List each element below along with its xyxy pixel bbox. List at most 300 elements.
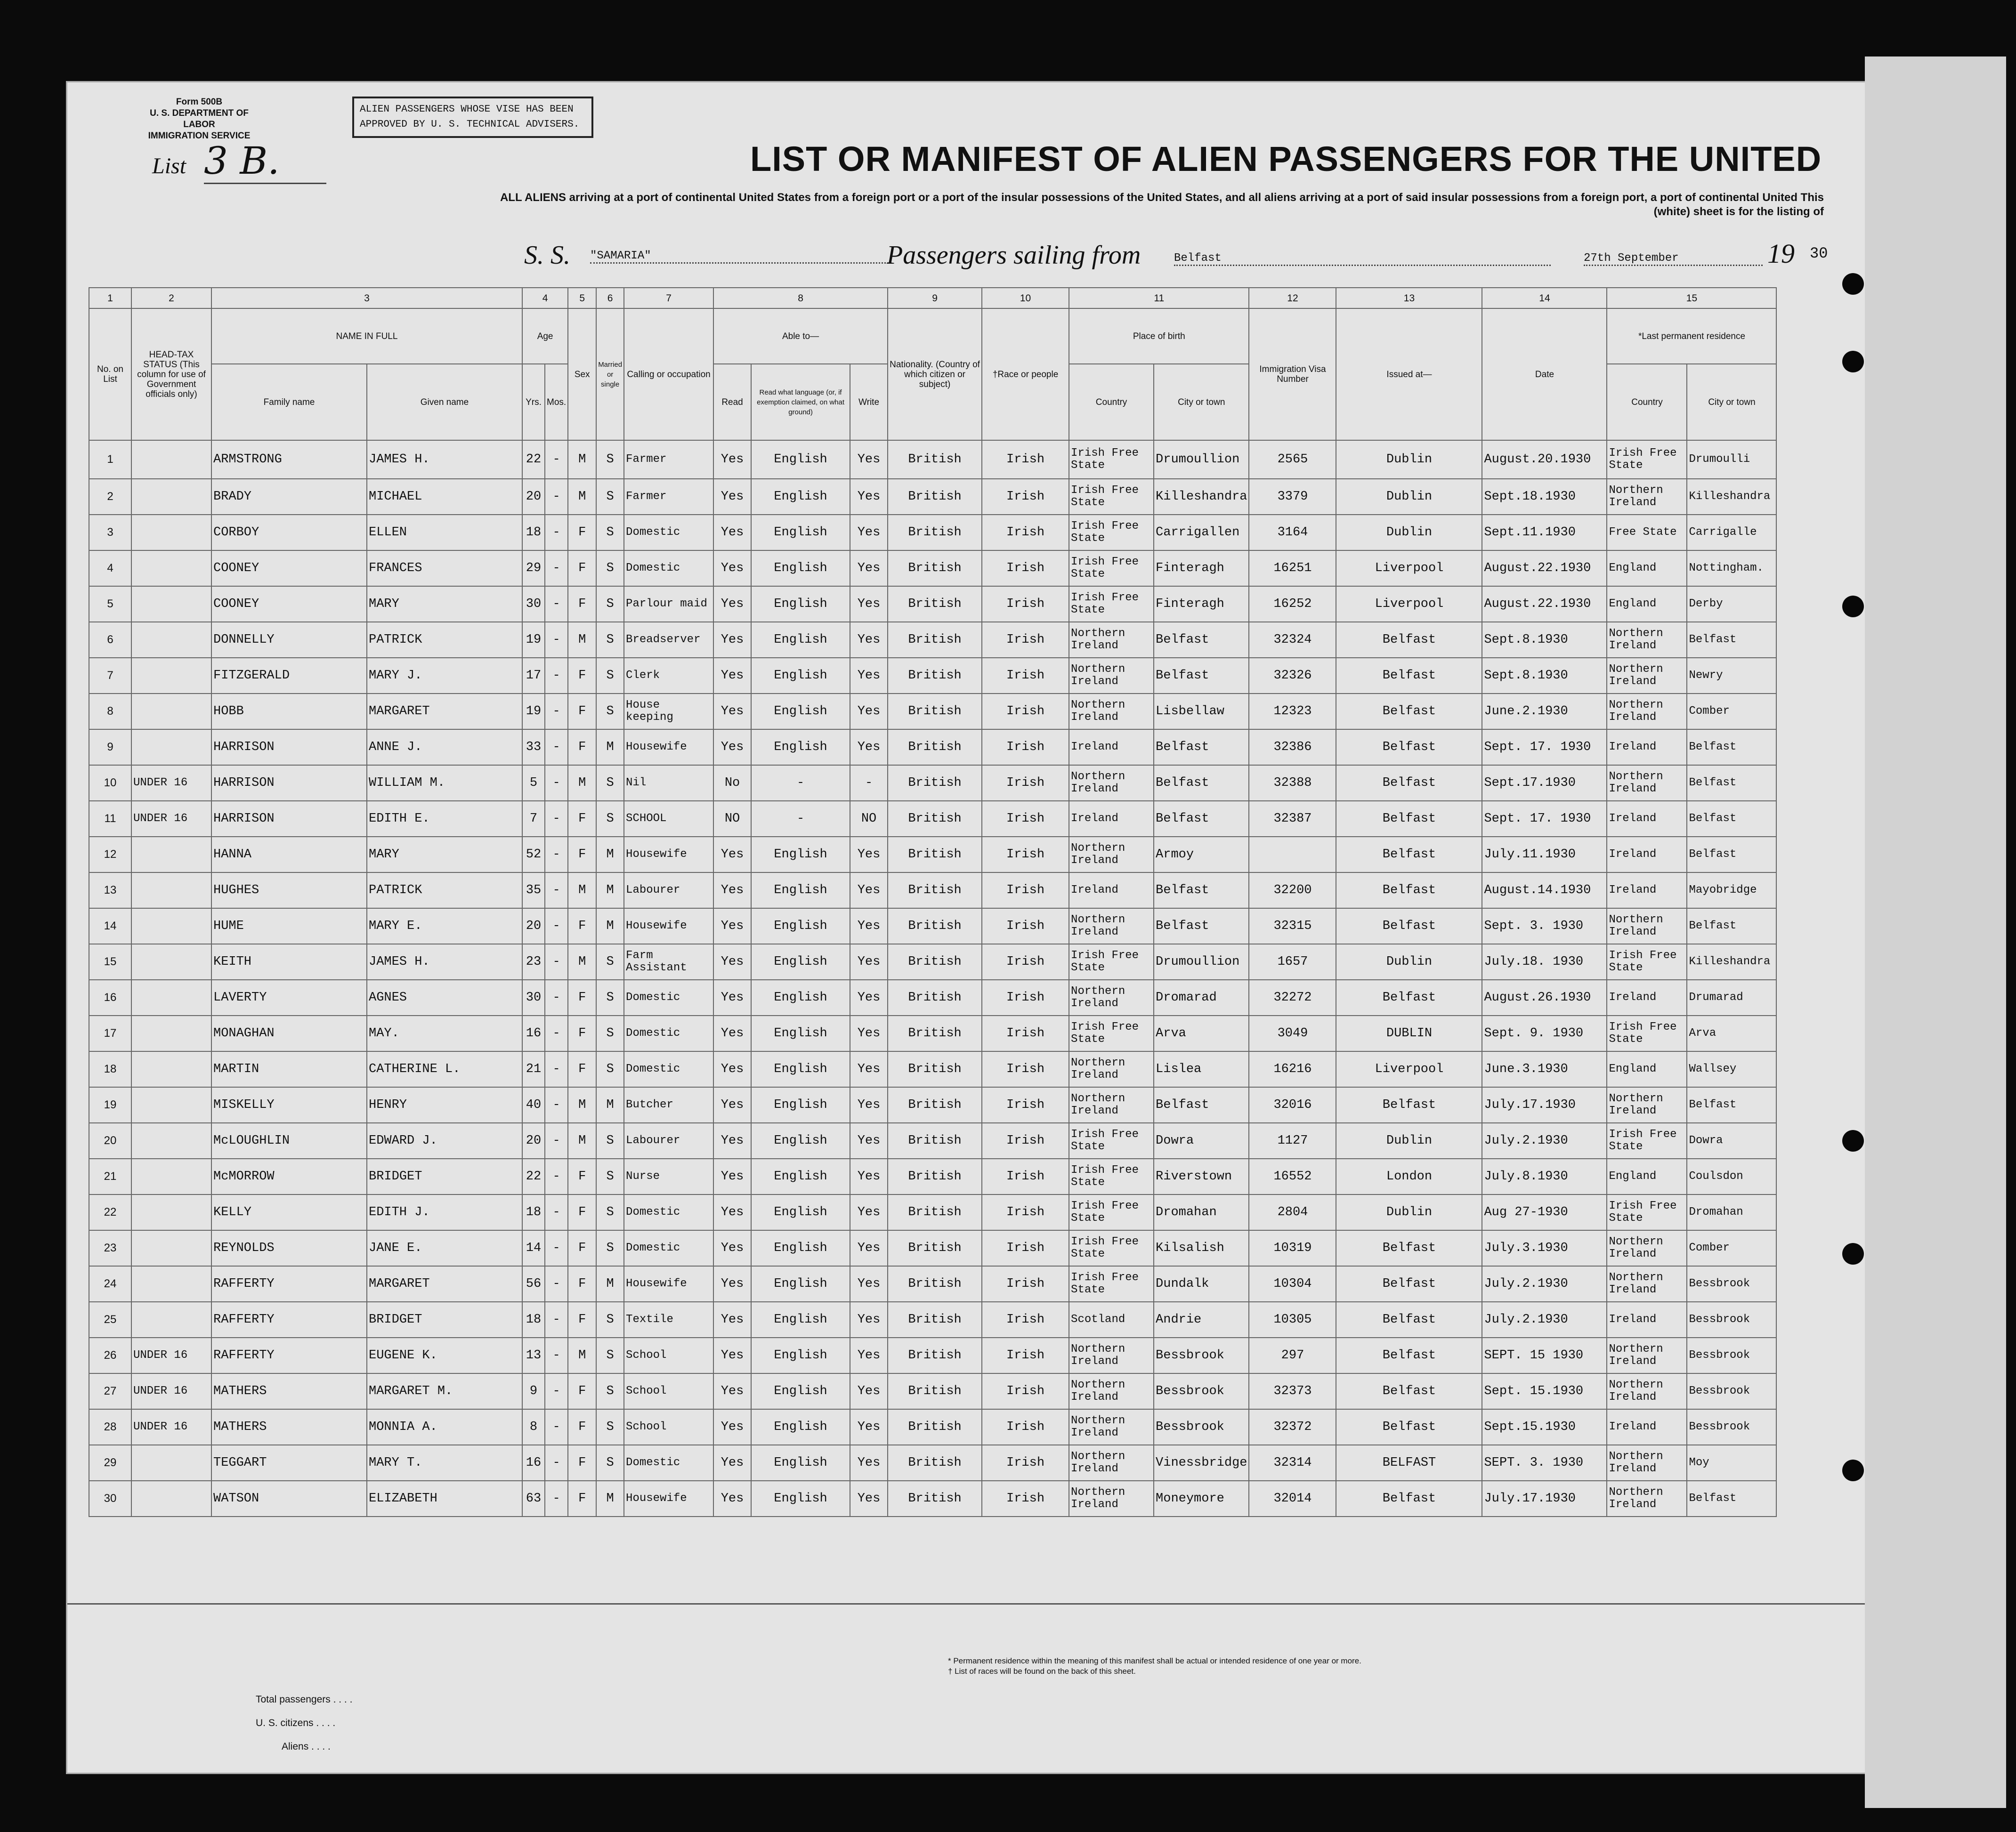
visa-date: July.2.1930: [1482, 1302, 1607, 1338]
given-name: MICHAEL: [367, 479, 522, 515]
residence-city: Dowra: [1687, 1123, 1776, 1159]
race: Irish: [982, 586, 1069, 622]
punch-hole: [1842, 273, 1864, 295]
sex: M: [568, 1087, 596, 1123]
head-tax-status: [131, 1481, 211, 1517]
marital-status: S: [596, 765, 624, 801]
passenger-rows: [89, 440, 1776, 1517]
header-sex: Sex: [568, 308, 596, 440]
nationality: British: [888, 1194, 982, 1230]
visa-number: 10304: [1249, 1266, 1336, 1302]
birth-country: Northern Ireland: [1069, 1445, 1154, 1481]
col-number: 12: [1249, 288, 1336, 308]
year-suffix: 30: [1810, 245, 1828, 262]
age-years: 18: [522, 1194, 545, 1230]
visa-date: July.2.1930: [1482, 1266, 1607, 1302]
nationality: British: [888, 1481, 982, 1517]
us-citizens-label: U. S. citizens . . . .: [256, 1718, 336, 1728]
col-number: 6: [596, 288, 624, 308]
can-read: Yes: [713, 908, 751, 944]
row-number: 25: [89, 1302, 131, 1338]
nationality: British: [888, 694, 982, 729]
header-read-language: Read what language (or, if exemption claimed, on what ground): [751, 364, 850, 440]
passenger-row: [89, 1159, 1776, 1194]
age-months: -: [545, 1087, 568, 1123]
passenger-row: [89, 658, 1776, 694]
residence-city: Comber: [1687, 694, 1776, 729]
visa-number: 16216: [1249, 1051, 1336, 1087]
nationality: British: [888, 479, 982, 515]
birth-city: Belfast: [1154, 622, 1249, 658]
sex: F: [568, 980, 596, 1016]
header-given-name: Given name: [367, 364, 522, 440]
visa-number: 32388: [1249, 765, 1336, 801]
age-months: -: [545, 944, 568, 980]
read-language: English: [751, 1230, 850, 1266]
head-tax-status: UNDER 16: [131, 801, 211, 837]
birth-country: Ireland: [1069, 872, 1154, 908]
head-tax-status: [131, 872, 211, 908]
passenger-row: [89, 980, 1776, 1016]
nationality: British: [888, 1159, 982, 1194]
visa-number: 10305: [1249, 1302, 1336, 1338]
visa-number: 32200: [1249, 872, 1336, 908]
adjacent-sheet-edge: [1865, 56, 2006, 1808]
visa-number: 2565: [1249, 440, 1336, 479]
age-years: 7: [522, 801, 545, 837]
visa-date: August.22.1930: [1482, 550, 1607, 586]
can-write: Yes: [850, 479, 888, 515]
given-name: MARY J.: [367, 658, 522, 694]
family-name: HANNA: [211, 837, 367, 872]
read-language: English: [751, 586, 850, 622]
residence-country: Ireland: [1607, 980, 1687, 1016]
birth-city: Belfast: [1154, 872, 1249, 908]
family-name: McMORROW: [211, 1159, 367, 1194]
visa-number: 12323: [1249, 694, 1336, 729]
sex: F: [568, 1481, 596, 1517]
head-tax-status: [131, 515, 211, 550]
nationality: British: [888, 872, 982, 908]
occupation: Textile: [624, 1302, 713, 1338]
form-info: [138, 97, 260, 142]
read-language: English: [751, 440, 850, 479]
age-years: 29: [522, 550, 545, 586]
read-language: English: [751, 658, 850, 694]
can-write: Yes: [850, 729, 888, 765]
visa-number: 16251: [1249, 550, 1336, 586]
read-language: English: [751, 694, 850, 729]
passenger-row: [89, 1338, 1776, 1373]
can-read: Yes: [713, 440, 751, 479]
row-number: 24: [89, 1266, 131, 1302]
birth-city: Belfast: [1154, 1087, 1249, 1123]
given-name: PATRICK: [367, 622, 522, 658]
nationality: British: [888, 980, 982, 1016]
sex: F: [568, 694, 596, 729]
birth-city: Armoy: [1154, 837, 1249, 872]
marital-status: M: [596, 1087, 624, 1123]
col-number: 11: [1069, 288, 1249, 308]
issued-at: Belfast: [1336, 1481, 1482, 1517]
residence-country: Irish Free State: [1607, 944, 1687, 980]
head-tax-status: [131, 1123, 211, 1159]
can-read: Yes: [713, 980, 751, 1016]
sex: F: [568, 1266, 596, 1302]
occupation: Farmer: [624, 440, 713, 479]
visa-date: August.26.1930: [1482, 980, 1607, 1016]
passenger-row: [89, 586, 1776, 622]
occupation: Farm Assistant: [624, 944, 713, 980]
given-name: ELLEN: [367, 515, 522, 550]
residence-city: Bessbrook: [1687, 1338, 1776, 1373]
marital-status: S: [596, 1445, 624, 1481]
given-name: BRIDGET: [367, 1159, 522, 1194]
nationality: British: [888, 622, 982, 658]
birth-city: Belfast: [1154, 908, 1249, 944]
footnotes: [948, 1656, 1361, 1677]
race: Irish: [982, 1230, 1069, 1266]
residence-city: Belfast: [1687, 1481, 1776, 1517]
header-place-of-birth: Place of birth: [1069, 308, 1249, 364]
passenger-row: [89, 1194, 1776, 1230]
nationality: British: [888, 908, 982, 944]
age-months: -: [545, 479, 568, 515]
race: Irish: [982, 801, 1069, 837]
list-label: List: [152, 153, 186, 178]
punch-hole: [1842, 1130, 1864, 1152]
marital-status: S: [596, 479, 624, 515]
visa-date: Sept.18.1930: [1482, 479, 1607, 515]
passenger-row: [89, 729, 1776, 765]
row-number: 20: [89, 1123, 131, 1159]
visa-stamp: [352, 97, 593, 138]
nationality: British: [888, 837, 982, 872]
age-months: -: [545, 980, 568, 1016]
family-name: HARRISON: [211, 765, 367, 801]
residence-city: Belfast: [1687, 765, 1776, 801]
can-write: Yes: [850, 1123, 888, 1159]
head-tax-status: [131, 1051, 211, 1087]
age-months: -: [545, 837, 568, 872]
birth-city: Dromarad: [1154, 980, 1249, 1016]
header-mos: Mos.: [545, 364, 568, 440]
residence-country: Ireland: [1607, 1302, 1687, 1338]
residence-city: Wallsey: [1687, 1051, 1776, 1087]
birth-city: Dundalk: [1154, 1266, 1249, 1302]
birth-country: Northern Ireland: [1069, 1373, 1154, 1409]
sex: F: [568, 1373, 596, 1409]
issued-at: Belfast: [1336, 1087, 1482, 1123]
age-months: -: [545, 694, 568, 729]
can-write: Yes: [850, 1302, 888, 1338]
read-language: English: [751, 622, 850, 658]
birth-country: Irish Free State: [1069, 1159, 1154, 1194]
read-language: English: [751, 1302, 850, 1338]
sex: M: [568, 1338, 596, 1373]
totals-section: [67, 1603, 1866, 1774]
read-language: English: [751, 1087, 850, 1123]
age-years: 20: [522, 908, 545, 944]
list-number: 3 B.: [204, 139, 326, 184]
head-tax-status: [131, 1266, 211, 1302]
residence-city: Belfast: [1687, 1087, 1776, 1123]
can-write: Yes: [850, 440, 888, 479]
sex: F: [568, 550, 596, 586]
visa-date: Aug 27-1930: [1482, 1194, 1607, 1230]
sex: F: [568, 801, 596, 837]
sex: M: [568, 1123, 596, 1159]
head-tax-status: [131, 1445, 211, 1481]
birth-city: Belfast: [1154, 801, 1249, 837]
given-name: HENRY: [367, 1087, 522, 1123]
age-months: -: [545, 1481, 568, 1517]
head-tax-status: [131, 440, 211, 479]
row-number: 30: [89, 1481, 131, 1517]
birth-country: Northern Ireland: [1069, 837, 1154, 872]
family-name: RAFFERTY: [211, 1266, 367, 1302]
issued-at: Belfast: [1336, 1373, 1482, 1409]
passenger-row: [89, 765, 1776, 801]
row-number: 23: [89, 1230, 131, 1266]
marital-status: S: [596, 1302, 624, 1338]
given-name: MARGARET: [367, 694, 522, 729]
col-number: 3: [211, 288, 522, 308]
family-name: RAFFERTY: [211, 1338, 367, 1373]
visa-date: July.11.1930: [1482, 837, 1607, 872]
nationality: British: [888, 515, 982, 550]
read-language: English: [751, 837, 850, 872]
birth-city: Dromahan: [1154, 1194, 1249, 1230]
can-write: Yes: [850, 944, 888, 980]
visa-date: June.3.1930: [1482, 1051, 1607, 1087]
issued-at: Belfast: [1336, 1266, 1482, 1302]
family-name: KELLY: [211, 1194, 367, 1230]
race: Irish: [982, 908, 1069, 944]
read-language: English: [751, 550, 850, 586]
age-months: -: [545, 801, 568, 837]
race: Irish: [982, 1016, 1069, 1051]
family-name: HUME: [211, 908, 367, 944]
nationality: British: [888, 1123, 982, 1159]
birth-country: Irish Free State: [1069, 479, 1154, 515]
residence-country: Northern Ireland: [1607, 908, 1687, 944]
can-read: Yes: [713, 1194, 751, 1230]
birth-city: Kilsalish: [1154, 1230, 1249, 1266]
form-number: Form 500B: [176, 97, 223, 107]
residence-city: Comber: [1687, 1230, 1776, 1266]
read-language: English: [751, 1445, 850, 1481]
can-write: Yes: [850, 1266, 888, 1302]
birth-country: Northern Ireland: [1069, 694, 1154, 729]
residence-city: Bessbrook: [1687, 1409, 1776, 1445]
can-write: Yes: [850, 515, 888, 550]
given-name: MARY: [367, 586, 522, 622]
col-number: 2: [131, 288, 211, 308]
visa-date: August.20.1930: [1482, 440, 1607, 479]
race: Irish: [982, 1338, 1069, 1373]
family-name: MARTIN: [211, 1051, 367, 1087]
issued-at: Dublin: [1336, 440, 1482, 479]
age-years: 8: [522, 1409, 545, 1445]
birth-country: Irish Free State: [1069, 440, 1154, 479]
can-read: Yes: [713, 729, 751, 765]
residence-country: England: [1607, 550, 1687, 586]
passenger-row: [89, 944, 1776, 980]
visa-date: July.8.1930: [1482, 1159, 1607, 1194]
visa-number: 1657: [1249, 944, 1336, 980]
occupation: Domestic: [624, 980, 713, 1016]
head-tax-status: UNDER 16: [131, 1338, 211, 1373]
race: Irish: [982, 872, 1069, 908]
race: Irish: [982, 1481, 1069, 1517]
header-calling: Calling or occupation: [624, 308, 713, 440]
birth-country: Northern Ireland: [1069, 908, 1154, 944]
read-language: English: [751, 729, 850, 765]
family-name: HARRISON: [211, 729, 367, 765]
age-years: 30: [522, 586, 545, 622]
family-name: DONNELLY: [211, 622, 367, 658]
occupation: School: [624, 1409, 713, 1445]
occupation: Nil: [624, 765, 713, 801]
marital-status: M: [596, 1481, 624, 1517]
header-birth-country: Country: [1069, 364, 1154, 440]
can-write: Yes: [850, 1373, 888, 1409]
visa-number: 16252: [1249, 586, 1336, 622]
read-language: -: [751, 765, 850, 801]
header-head-tax: HEAD-TAX STATUS (This column for use of Government officials only): [131, 308, 211, 440]
can-read: NO: [713, 801, 751, 837]
age-months: -: [545, 622, 568, 658]
family-name: HUGHES: [211, 872, 367, 908]
row-number: 16: [89, 980, 131, 1016]
occupation: Clerk: [624, 658, 713, 694]
aliens-label: Aliens . . . .: [282, 1741, 331, 1752]
visa-date: July.18. 1930: [1482, 944, 1607, 980]
birth-country: Irish Free State: [1069, 515, 1154, 550]
nationality: British: [888, 1445, 982, 1481]
row-number: 11: [89, 801, 131, 837]
sailing-date: 27th September: [1584, 252, 1763, 266]
given-name: MONNIA A.: [367, 1409, 522, 1445]
sex: F: [568, 1051, 596, 1087]
birth-country: Scotland: [1069, 1302, 1154, 1338]
age-years: 19: [522, 622, 545, 658]
residence-country: Ireland: [1607, 801, 1687, 837]
head-tax-status: [131, 908, 211, 944]
occupation: SCHOOL: [624, 801, 713, 837]
race: Irish: [982, 1123, 1069, 1159]
residence-country: Ireland: [1607, 872, 1687, 908]
issued-at: Belfast: [1336, 729, 1482, 765]
issued-at: Belfast: [1336, 980, 1482, 1016]
read-language: English: [751, 1409, 850, 1445]
issued-at: Belfast: [1336, 908, 1482, 944]
head-tax-status: [131, 980, 211, 1016]
occupation: Domestic: [624, 1230, 713, 1266]
stamp-line-1: ALIEN PASSENGERS WHOSE VISE HAS BEEN: [360, 104, 574, 115]
occupation: Nurse: [624, 1159, 713, 1194]
visa-date: August.14.1930: [1482, 872, 1607, 908]
punch-hole: [1842, 351, 1864, 372]
residence-country: Irish Free State: [1607, 1123, 1687, 1159]
age-years: 16: [522, 1016, 545, 1051]
header-family-name: Family name: [211, 364, 367, 440]
residence-country: Irish Free State: [1607, 1194, 1687, 1230]
family-name: KEITH: [211, 944, 367, 980]
race: Irish: [982, 1373, 1069, 1409]
issued-at: BELFAST: [1336, 1445, 1482, 1481]
age-months: -: [545, 1051, 568, 1087]
age-months: -: [545, 586, 568, 622]
can-read: Yes: [713, 658, 751, 694]
race: Irish: [982, 1445, 1069, 1481]
race: Irish: [982, 1087, 1069, 1123]
head-tax-status: [131, 1194, 211, 1230]
age-years: 22: [522, 440, 545, 479]
birth-country: Northern Ireland: [1069, 658, 1154, 694]
birth-country: Irish Free State: [1069, 1194, 1154, 1230]
ship-name: "SAMARIA": [590, 250, 891, 264]
read-language: English: [751, 515, 850, 550]
issued-at: Belfast: [1336, 1338, 1482, 1373]
residence-city: Coulsdon: [1687, 1159, 1776, 1194]
passenger-row: [89, 1087, 1776, 1123]
sex: F: [568, 1016, 596, 1051]
occupation: House keeping: [624, 694, 713, 729]
birth-city: Finteragh: [1154, 550, 1249, 586]
nationality: British: [888, 1230, 982, 1266]
residence-country: Northern Ireland: [1607, 1230, 1687, 1266]
row-number: 13: [89, 872, 131, 908]
age-years: 18: [522, 1302, 545, 1338]
birth-country: Northern Ireland: [1069, 980, 1154, 1016]
total-passengers-label: Total passengers . . . .: [256, 1694, 353, 1705]
row-number: 8: [89, 694, 131, 729]
residence-city: Killeshandra: [1687, 479, 1776, 515]
nationality: British: [888, 586, 982, 622]
head-tax-status: [131, 1159, 211, 1194]
head-tax-status: [131, 1230, 211, 1266]
can-write: Yes: [850, 1445, 888, 1481]
header-married: Married or single: [596, 308, 624, 440]
issued-at: Belfast: [1336, 622, 1482, 658]
row-number: 12: [89, 837, 131, 872]
residence-city: Mayobridge: [1687, 872, 1776, 908]
row-number: 22: [89, 1194, 131, 1230]
issued-at: Belfast: [1336, 837, 1482, 872]
age-years: 23: [522, 944, 545, 980]
birth-country: Irish Free State: [1069, 1266, 1154, 1302]
can-write: Yes: [850, 1087, 888, 1123]
age-years: 20: [522, 479, 545, 515]
age-months: -: [545, 1302, 568, 1338]
header-res-country: Country: [1607, 364, 1687, 440]
birth-country: Ireland: [1069, 729, 1154, 765]
col-number: 13: [1336, 288, 1482, 308]
birth-city: Bessbrook: [1154, 1338, 1249, 1373]
issued-at: Dublin: [1336, 1123, 1482, 1159]
row-number: 15: [89, 944, 131, 980]
birth-country: Irish Free State: [1069, 586, 1154, 622]
passenger-row: [89, 1302, 1776, 1338]
birth-country: Northern Ireland: [1069, 1051, 1154, 1087]
visa-number: 32387: [1249, 801, 1336, 837]
birth-country: Irish Free State: [1069, 550, 1154, 586]
row-number: 3: [89, 515, 131, 550]
race: Irish: [982, 694, 1069, 729]
read-language: English: [751, 1123, 850, 1159]
